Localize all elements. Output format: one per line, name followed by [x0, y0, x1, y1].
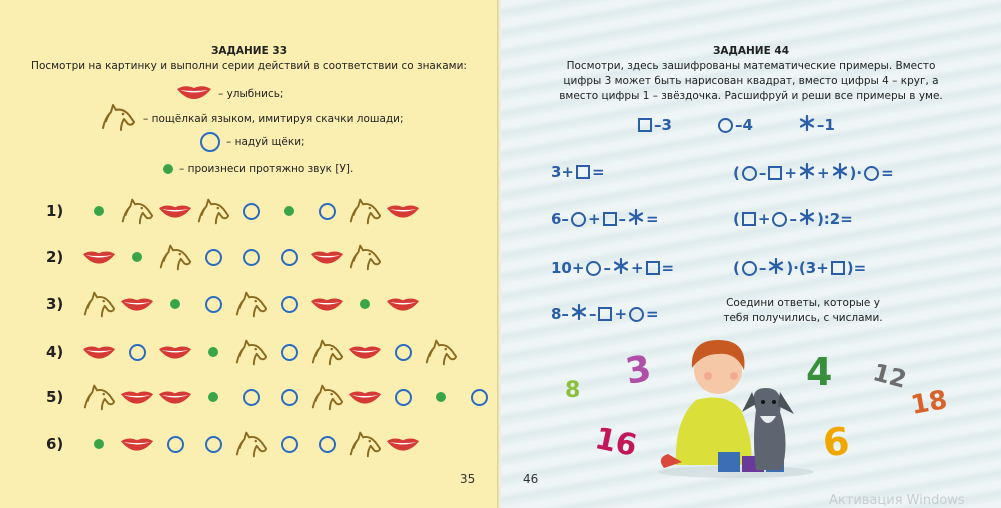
equation-text: – [588, 305, 597, 323]
horse-icon [308, 337, 346, 367]
lips-icon [156, 337, 194, 367]
equation-text: + [614, 305, 628, 323]
ring-icon [384, 337, 422, 367]
equation-text: = [661, 259, 675, 277]
lips-icon [384, 429, 422, 459]
lips-icon [118, 429, 156, 459]
horse-icon [422, 337, 460, 367]
equation-right-2 [733, 209, 853, 229]
ring-icon [270, 429, 308, 459]
equation-text: = [646, 305, 659, 323]
row-label: 6) [46, 435, 64, 453]
equation-text: – [618, 210, 627, 228]
equation-text: )· [849, 164, 863, 182]
dot-icon [80, 196, 118, 226]
horse-icon [232, 289, 270, 319]
key-item [797, 115, 835, 135]
lips-icon [156, 196, 194, 226]
answer-number: 16 [591, 421, 640, 464]
equation-text: – [758, 259, 767, 277]
horse-icon [346, 196, 384, 226]
lips-icon [308, 289, 346, 319]
equation-right-1 [733, 163, 894, 183]
horse-icon [194, 196, 232, 226]
square-icon [742, 212, 756, 226]
square-icon [598, 307, 612, 321]
equation-text: – [758, 164, 767, 182]
legend-horse-text: – пощёлкай языком, имитируя скачки лошади; [143, 112, 404, 125]
square-icon [646, 261, 660, 275]
horse-icon [308, 382, 346, 412]
ring-icon [270, 382, 308, 412]
equation-text: + [757, 210, 771, 228]
key-text: –4 [734, 116, 753, 134]
answer-number: 12 [869, 358, 910, 394]
task-33-instruction: Посмотри на картинку и выполни серии действий в соответствии со знаками: [31, 60, 467, 72]
symbol-key [636, 115, 879, 135]
equation-text: )·(3+ [786, 259, 829, 277]
equation-text: )= [846, 259, 867, 277]
ring-icon [194, 289, 232, 319]
ring-icon [270, 289, 308, 319]
asterisk-icon [832, 163, 848, 183]
page-number-35: 35 [460, 472, 476, 486]
circle-icon [718, 118, 733, 133]
ring-icon [200, 132, 220, 152]
connect-instruction: Соедини ответы, которые у тебя получились, с числами. [723, 297, 883, 324]
left-page [0, 0, 498, 508]
row-label: 1) [46, 202, 64, 220]
row-label: 3) [46, 295, 64, 313]
task-33-title: ЗАДАНИЕ 33 [210, 45, 288, 57]
ring-icon [308, 196, 346, 226]
answer-number: 18 [908, 385, 950, 421]
dot-icon [194, 382, 232, 412]
square-icon [768, 166, 782, 180]
page-number-46: 46 [523, 472, 539, 486]
equation-text: + [816, 164, 830, 182]
asterisk-icon [799, 163, 815, 183]
equation-text: + [630, 259, 644, 277]
legend-dot-text: – произнеси протяжно звук [У]. [179, 163, 354, 175]
equation-left-3 [551, 258, 674, 278]
equation-text: ( [733, 259, 740, 277]
lips-icon [384, 289, 422, 319]
horse-icon [80, 289, 118, 319]
circle-icon [742, 166, 757, 181]
dot-icon [163, 164, 173, 174]
row-label: 4) [46, 343, 64, 361]
key-item [636, 116, 672, 134]
legend-lips-text: – улыбнись; [218, 87, 284, 100]
equation-right-3 [733, 258, 866, 278]
equation-text: 8– [551, 305, 569, 323]
square-icon [603, 212, 617, 226]
right-page [501, 0, 1001, 508]
asterisk-icon [613, 258, 629, 278]
lips-icon [118, 289, 156, 319]
dot-icon [80, 429, 118, 459]
equation-text: = [646, 210, 659, 228]
ring-icon [384, 382, 422, 412]
horse-icon [118, 196, 156, 226]
square-icon [638, 118, 652, 132]
horse-icon [232, 429, 270, 459]
ring-icon [308, 429, 346, 459]
answer-number: 4 [806, 350, 833, 394]
lips-icon [80, 337, 118, 367]
exercise-row [46, 382, 498, 412]
task-44-title: ЗАДАНИЕ 44 [712, 45, 790, 57]
legend-dot [163, 163, 353, 175]
asterisk-icon [799, 115, 815, 135]
horse-icon [232, 337, 270, 367]
dot-icon [346, 289, 384, 319]
equation-text: + [784, 164, 797, 182]
equation-text: – [603, 259, 611, 277]
horse-icon [346, 429, 384, 459]
horse-icon [99, 102, 137, 135]
answer-number: 6 [821, 418, 852, 466]
lips-icon [346, 337, 384, 367]
dot-icon [118, 242, 156, 272]
asterisk-icon [768, 258, 784, 278]
lips-icon [80, 242, 118, 272]
ring-icon [194, 429, 232, 459]
row-label: 2) [46, 248, 64, 266]
legend-lips [176, 84, 283, 103]
equation-text: ( [733, 210, 740, 228]
ring-icon [194, 242, 232, 272]
ring-icon [270, 242, 308, 272]
dot-icon [270, 196, 308, 226]
ring-icon [118, 337, 156, 367]
ring-icon [232, 196, 270, 226]
exercise-row [46, 196, 422, 226]
asterisk-icon [799, 209, 815, 229]
exercise-row [46, 289, 422, 319]
legend-horse [99, 102, 404, 135]
horse-icon [346, 242, 384, 272]
ring-icon [270, 337, 308, 367]
exercise-row [46, 242, 384, 272]
key-text: –1 [816, 116, 835, 134]
answer-number: 8 [565, 378, 581, 403]
lips-icon [156, 382, 194, 412]
ring-icon [156, 429, 194, 459]
exercise-row [46, 429, 422, 459]
equation-text: ):2= [816, 210, 853, 228]
asterisk-icon [628, 209, 644, 229]
equation-left-1 [551, 163, 605, 181]
row-label: 5) [46, 388, 64, 406]
lips-icon [118, 382, 156, 412]
circle-icon [629, 307, 644, 322]
circle-icon [864, 166, 879, 181]
circle-icon [772, 212, 787, 227]
ring-icon [232, 242, 270, 272]
equation-text: + [587, 210, 601, 228]
dot-icon [194, 337, 232, 367]
answer-number: 3 [622, 348, 655, 393]
ring-icon [460, 382, 498, 412]
circle-icon [586, 261, 601, 276]
exercise-row [46, 337, 460, 367]
dot-icon [422, 382, 460, 412]
equation-text: = [881, 164, 894, 182]
circle-icon [571, 212, 586, 227]
key-text: –3 [654, 116, 672, 134]
windows-activation-watermark: Активация Windows [829, 493, 965, 508]
square-icon [576, 165, 590, 179]
dot-icon [156, 289, 194, 319]
legend-ring [200, 132, 305, 152]
circle-icon [742, 261, 757, 276]
equation-text: ( [733, 164, 740, 182]
asterisk-icon [571, 304, 587, 324]
lips-icon [346, 382, 384, 412]
equation-left-2 [551, 209, 659, 229]
lips-icon [176, 84, 212, 103]
equation-text: = [592, 163, 605, 181]
ring-icon [232, 382, 270, 412]
lips-icon [384, 196, 422, 226]
key-item [716, 116, 753, 134]
legend-ring-text: – надуй щёки; [226, 136, 305, 148]
horse-icon [156, 242, 194, 272]
boy-with-dog-illustration [656, 330, 816, 480]
equation-text: 6– [551, 210, 569, 228]
lips-icon [308, 242, 346, 272]
equation-text: 10+ [551, 259, 585, 277]
equation-text: 3+ [551, 163, 575, 181]
equation-text: – [789, 210, 797, 228]
task-44-instruction: Посмотри, здесь зашифрованы математические примеры. Вместо цифры 3 может быть нарисован квадрат, вместо цифры 4 – круг, а вместо цифры 1 – звёздочка. Расшифруй и реши все примеры в уме. [559, 60, 943, 102]
square-icon [831, 261, 845, 275]
equation-left-4 [551, 304, 659, 324]
horse-icon [80, 382, 118, 412]
